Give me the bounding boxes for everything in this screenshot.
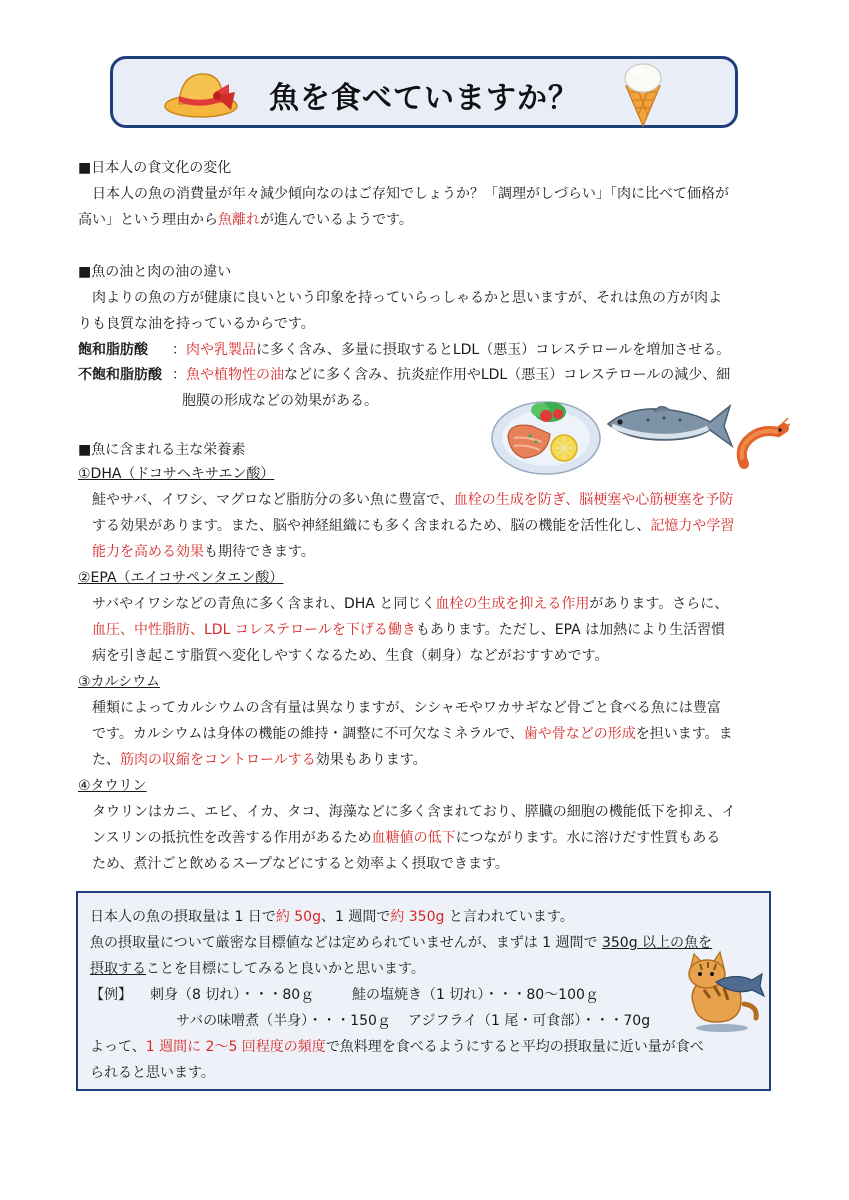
box-line1: 日本人の魚の摂取量は 1 日で約 50g、1 週間で約 350g と言われています。 xyxy=(90,909,574,925)
tau-line1: タウリンはカニ、エビ、イカ、タコ、海藻などに多く含まれており、膵臓の細胞の機能低下を抑え、イ xyxy=(92,804,736,820)
heading-nutrients: ■魚に含まれる主な栄養素 xyxy=(78,442,246,458)
salmon-plate-icon xyxy=(490,392,604,476)
dha-line2: する効果があります。また、脳や神経組織にも多く含まれるため、脳の機能を活性化し、記憶力や学習 xyxy=(92,518,735,534)
box-line2: 魚の摂取量について厳密な目標値などは定められていませんが、まずは 1 週間で 350g 以上の魚を xyxy=(90,935,713,951)
tau-line2: ンスリンの抵抗性を改善する作用があるため血糖値の低下につながります。水に溶けだす性質もある xyxy=(92,830,721,846)
heading-fish-vs-meat-oil: ■魚の油と肉の油の違い xyxy=(78,264,232,280)
heading-food-culture: ■日本人の食文化の変化 xyxy=(78,160,232,176)
page-title: 魚を食べていますか？ xyxy=(269,81,579,116)
s1-line1: 日本人の魚の消費量が年々減少傾向なのはご存知でしょうか？「調理がしづらい」「肉に比べて価格が xyxy=(92,186,729,202)
heading-calcium: ③カルシウム xyxy=(78,674,161,690)
example-sashimi: 刺身（8 切れ）・・・80ｇ xyxy=(150,987,315,1003)
salmon-fish-icon xyxy=(604,398,736,452)
dha-line1: 鮭やサバ、イワシ、マグロなど脂肪分の多い魚に豊富で、血栓の生成を防ぎ、脳梗塞や心筋梗塞を予防 xyxy=(92,492,734,508)
box-line7: られると思います。 xyxy=(90,1065,215,1081)
example-mackerel: サバの味噌煮（半身）・・・150ｇ xyxy=(176,1013,391,1029)
dha-line3: 能力を高める効果も期待できます。 xyxy=(92,544,315,560)
epa-line2: 血圧、中性脂肪、LDL コレステロールを下げる働きもあります。ただし、EPA は加熱により生活習慣 xyxy=(92,622,726,638)
s2-line2: りも良質な油を持っているからです。 xyxy=(78,316,315,332)
def-unsaturated-cont: 胞膜の形成などの効果がある。 xyxy=(182,393,378,409)
straw-hat-icon xyxy=(163,66,241,122)
s2-line1: 肉よりの魚の方が健康に良いという印象を持っていらっしゃるかと思いますが、それは魚の方が肉よ xyxy=(92,290,722,306)
epa-line3: 病を引き起こす脂質へ変化しやすくなるため、生食（刺身）などがおすすめです。 xyxy=(92,648,609,664)
ice-cream-icon xyxy=(618,56,668,128)
example-salmon: 鮭の塩焼き（1 切れ）・・・80～100ｇ xyxy=(352,987,599,1003)
heading-taurine: ④タウリン xyxy=(78,778,147,794)
epa-line1: サバやイワシなどの青魚に多く含まれ、DHA と同じく血栓の生成を抑える作用があります。さらに、 xyxy=(92,596,729,612)
box-line6: よって、1 週間に 2～5 回程度の頻度で魚料理を食べるようにすると平均の摂取量に近い量が食べ xyxy=(90,1039,704,1055)
example-aji-fry: アジフライ（1 尾・可食部）・・・70g xyxy=(408,1013,651,1029)
s1-line2: 高い」という理由から魚離れが進んでいるようです。 xyxy=(78,212,413,228)
heading-dha: ①DHA（ドコサヘキサエン酸） xyxy=(78,466,275,482)
box-line3: 摂取することを目標にしてみると良いかと思います。 xyxy=(90,961,425,977)
def-saturated: ：肉や乳製品に多く含み、多量に摂取するとLDL（悪玉）コレステロールを増加させる。 xyxy=(172,342,731,358)
tau-line3: ため、煮汁ごと飲めるスープなどにすると効率よく摂取できます。 xyxy=(92,856,509,872)
term-saturated: 飽和脂肪酸 xyxy=(78,342,148,358)
ca-line1: 種類によってカルシウムの含有量は異なりますが、シシャモやワカサギなど骨ごと食べる魚には豊富 xyxy=(92,700,721,716)
ca-line3: た、筋肉の収縮をコントロールする効果もあります。 xyxy=(92,752,427,768)
cat-with-fish-icon xyxy=(680,950,766,1036)
example-label: 【例】 xyxy=(90,987,132,1003)
def-unsaturated: ：魚や植物性の油などに多く含み、抗炎症作用やLDL（悪玉）コレステロールの減少、細 xyxy=(172,367,731,383)
shrimp-icon xyxy=(734,414,790,470)
ca-line2: です。カルシウムは身体の機能の維持・調整に不可欠なミネラルで、歯や骨などの形成を担います。ま xyxy=(92,726,733,742)
term-unsaturated: 不飽和脂肪酸 xyxy=(78,367,162,383)
heading-epa: ②EPA（エイコサペンタエン酸） xyxy=(78,570,284,586)
